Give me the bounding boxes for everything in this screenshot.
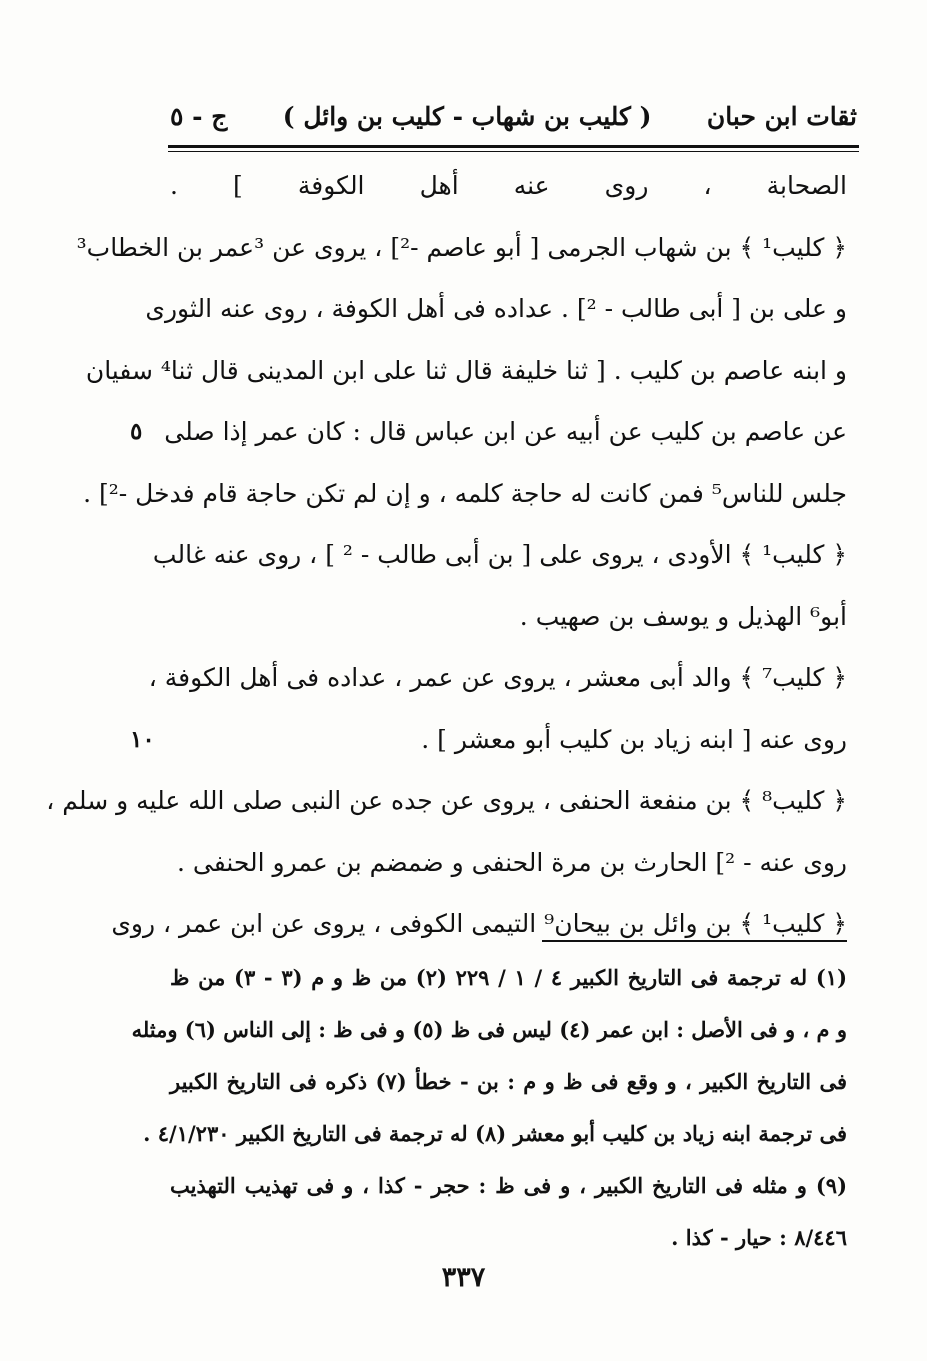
header-volume: ج - ٥ [170,101,228,131]
text-line-with-number [130,401,847,463]
text-line: ﴿ كليب⁸ ﴾ بن منفعة الحنفى ، يروى عن جده عن النبى صلى الله عليه و سلم ، [46,786,847,815]
text-line: جلس للناس⁵ فمن كانت له حاجة كلمه ، و إن لم تكن حاجة قام فدخل -²] . [83,478,847,508]
running-header [170,92,857,140]
line-number-10: ١٠ [130,725,155,753]
footnotes [131,952,847,1264]
text-line: و على بن [ أبى طالب - ²] . عداده فى أهل الكوفة ، روى عنه الثورى [145,294,847,323]
footnote-line: و م ، و فى الأصل : ابن عمر (٤) ليس فى ظ (٥) و فى ظ : إلى الناس (٦) ومثله [131,1017,847,1042]
line-number-5: ٥ [130,418,143,445]
footnote-rule [542,940,847,942]
text-line: الصحابة ، روى عنه أهل الكوفة ] . [170,171,847,200]
header-section-title: ( كليب بن شهاب - كليب بن وائل ) [282,101,652,131]
footnote-line: (١) له ترجمة فى التاريخ الكبير ٤ / ١ / ٢٢٩ (٢) من ظ و م (٣ - ٣) من ظ [170,965,847,990]
main-text [46,155,847,955]
footnote-line: ٨/٤٤٦ : حيار - كذا . [671,1225,847,1250]
text-line: ﴿ كليب⁷ ﴾ والد أبى معشر ، يروى عن عمر ، عداده فى أهل الكوفة ، [148,663,847,692]
page-number: ٣٣٧ [441,1262,486,1293]
text-line-with-number [130,709,847,771]
text-line: و ابنه عاصم بن كليب . [ ثنا خليفة قال ثنا على ابن المدينى قال ثنا⁴ سفيان [85,355,847,385]
text-line: أبو⁶ الهذيل و يوسف بن صهيب . [519,601,847,631]
footnote-line: (٩) و مثله فى التاريخ الكبير ، و فى ظ : حجر - كذا ، و فى تهذيب التهذيب [170,1173,847,1198]
footnote-line: فى ترجمة ابنه زياد بن كليب أبو معشر (٨) له ترجمة فى التاريخ الكبير ٤/١/٢٣٠ . [143,1121,847,1146]
text-line: ﴿ كليب¹ ﴾ بن وائل بن بيحان⁹ التيمى الكوفى ، يروى عن ابن عمر ، روى [111,909,847,938]
text-line: ﴿ كليب¹ ﴾ الأودى ، يروى على [ بن أبى طالب - ² ] ، روى عنه غالب [152,540,847,569]
header-rule [168,145,859,152]
header-book-title: ثقات ابن حبان [706,101,857,131]
text-line: روى عنه [ ابنه زياد بن كليب أبو معشر ] . [421,724,847,754]
text-line: عن عاصم بن كليب عن أبيه عن ابن عباس قال : كان عمر إذا صلى [164,417,847,446]
footnote-line: فى التاريخ الكبير ، و وقع فى ظ و م : بن - خطأ (٧) ذكره فى التاريخ الكبير [170,1069,847,1094]
text-line: روى عنه - ²] الحارث بن مرة الحنفى و ضمضم بن عمرو الحنفى . [176,847,847,877]
text-line: ﴿ كليب¹ ﴾ بن شهاب الجرمى [ أبو عاصم -²] ، يروى عن ³عمر بن الخطاب³ [76,232,847,262]
